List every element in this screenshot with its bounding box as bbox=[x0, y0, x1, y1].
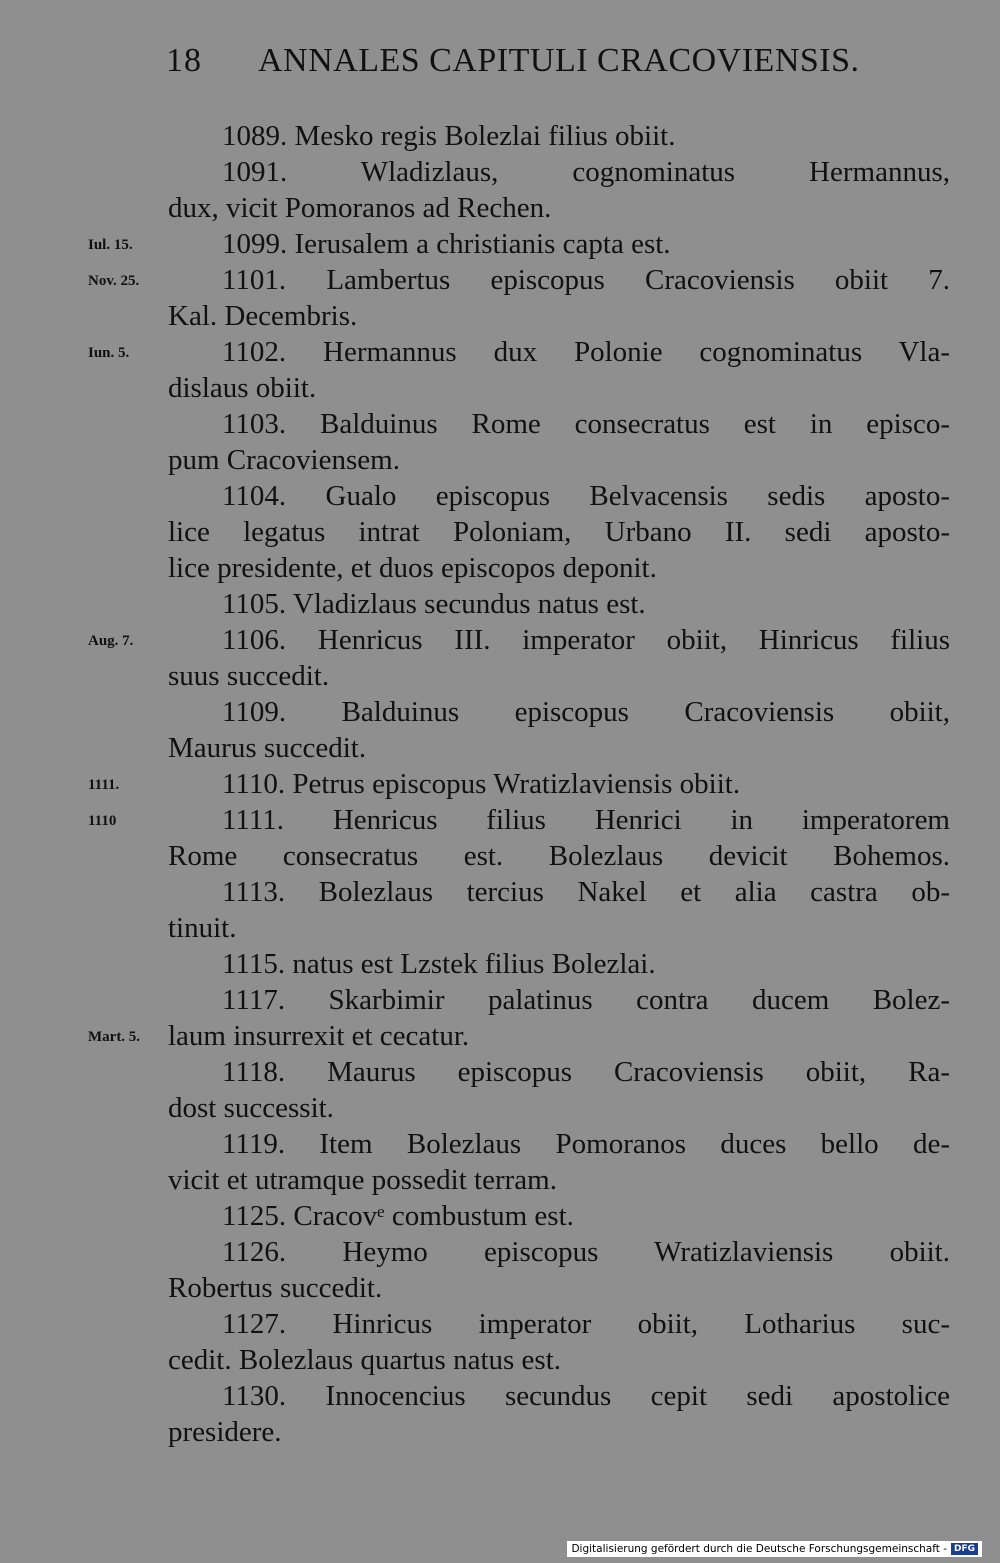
dfg-logo: DFG bbox=[951, 1543, 978, 1555]
margin-date-note: Mart. 5. bbox=[88, 1029, 141, 1045]
text-line: 1119. Item Bolezlaus Pomoranos duces bello de- bbox=[222, 1128, 950, 1160]
margin-date-note: Iun. 5. bbox=[88, 345, 130, 361]
text-line: 1125. Cracovᵉ combustum est. bbox=[222, 1200, 574, 1232]
margin-date-note: Iul. 15. bbox=[88, 237, 133, 253]
digitization-credit bbox=[567, 1541, 982, 1557]
text-line: 1127. Hinricus imperator obiit, Lotharius suc- bbox=[222, 1308, 950, 1340]
page-header bbox=[0, 42, 1000, 92]
text-line: 1099. Ierusalem a christianis capta est. bbox=[222, 228, 671, 260]
text-line: dux, vicit Pomoranos ad Rechen. bbox=[168, 192, 552, 224]
text-line: 1117. Skarbimir palatinus contra ducem Bolez- bbox=[222, 984, 950, 1016]
text-line: 1109. Balduinus episcopus Cracoviensis obiit, bbox=[222, 696, 950, 728]
text-line: cedit. Bolezlaus quartus natus est. bbox=[168, 1344, 562, 1376]
text-line: 1118. Maurus episcopus Cracoviensis obiit, Ra- bbox=[222, 1056, 950, 1088]
text-line: pum Cracoviensem. bbox=[168, 444, 400, 476]
text-line: 1130. Innocencius secundus cepit sedi apostolice bbox=[222, 1380, 950, 1412]
text-line: laum insurrexit et cecatur. bbox=[168, 1020, 470, 1052]
text-line: 1113. Bolezlaus tercius Nakel et alia castra ob- bbox=[222, 876, 950, 908]
text-line: 1126. Heymo episcopus Wratizlaviensis obiit. bbox=[222, 1236, 950, 1268]
running-title: ANNALES CAPITULI CRACOVIENSIS. bbox=[258, 42, 860, 79]
text-line: 1110. Petrus episcopus Wratizlaviensis obiit. bbox=[222, 768, 741, 800]
text-line: tinuit. bbox=[168, 912, 237, 944]
text-line: vicit et utramque possedit terram. bbox=[168, 1164, 557, 1196]
text-line: 1102. Hermannus dux Polonie cognominatus Vla- bbox=[222, 336, 950, 368]
text-line: 1103. Balduinus Rome consecratus est in episco- bbox=[222, 408, 950, 440]
text-line: Robertus succedit. bbox=[168, 1272, 383, 1304]
text-line: Kal. Decembris. bbox=[168, 300, 358, 332]
text-line: Maurus succedit. bbox=[168, 732, 367, 764]
text-line: lice legatus intrat Poloniam, Urbano II. sedi aposto- bbox=[168, 516, 950, 548]
margin-date-note: Nov. 25. bbox=[88, 273, 140, 289]
margin-date-note: Aug. 7. bbox=[88, 633, 134, 649]
text-line: 1111. Henricus filius Henrici in imperatorem bbox=[222, 804, 950, 836]
margin-date-note: 1110 bbox=[88, 813, 117, 829]
text-line: Rome consecratus est. Bolezlaus devicit Bohemos. bbox=[168, 840, 950, 872]
margin-date-note: 1111. bbox=[88, 777, 120, 793]
text-line: dislaus obiit. bbox=[168, 372, 317, 404]
text-line: suus succedit. bbox=[168, 660, 330, 692]
text-line: 1115. natus est Lzstek filius Bolezlai. bbox=[222, 948, 656, 980]
text-line: 1089. Mesko regis Bolezlai filius obiit. bbox=[222, 120, 676, 152]
credit-text: Digitalisierung gefördert durch die Deutsche Forschungsgemeinschaft - bbox=[571, 1543, 947, 1555]
text-line: dost successit. bbox=[168, 1092, 334, 1124]
text-line: 1106. Henricus III. imperator obiit, Hinricus filius bbox=[222, 624, 950, 656]
text-line: 1104. Gualo episcopus Belvacensis sedis aposto- bbox=[222, 480, 950, 512]
text-line: 1105. Vladizlaus secundus natus est. bbox=[222, 588, 646, 620]
text-line: 1091. Wladizlaus, cognominatus Hermannus, bbox=[222, 156, 950, 188]
text-line: 1101. Lambertus episcopus Cracoviensis obiit 7. bbox=[222, 264, 950, 296]
text-line: presidere. bbox=[168, 1416, 282, 1448]
text-line: lice presidente, et duos episcopos deponit. bbox=[168, 552, 657, 584]
page-number: 18 bbox=[166, 42, 202, 79]
